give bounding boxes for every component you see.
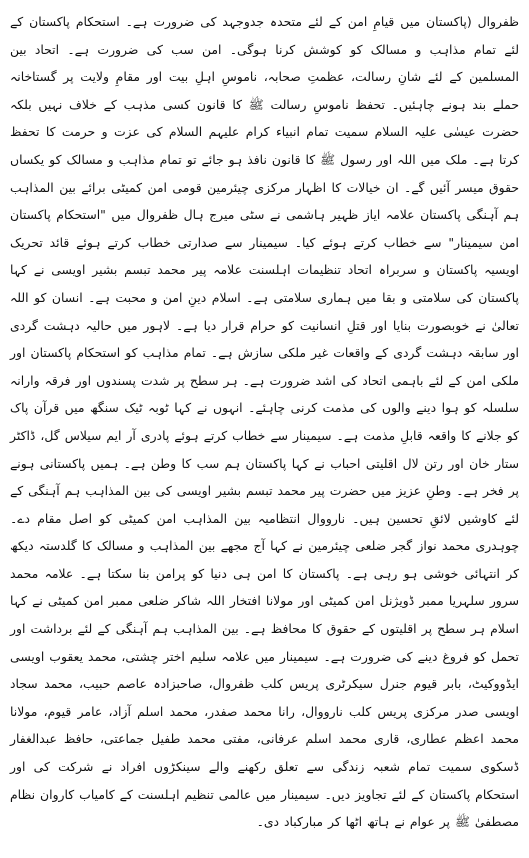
dateline: ظفروال ( bbox=[466, 14, 520, 29]
article-body: پاکستان میں قیامِ امن کے لئے متحدہ جدوجہد کی ضرورت ہے۔ استحکام پاکستان کے لئے تمام مذاہب و مسالک کو کوشش کرنا ہوگی۔ امن سب کی ضرورت ہے۔ اتحاد بین المسلمین کے لئے شانِ رسالت، عظمتِ صحابہ، ناموسِ اہلِ بیت اور مقامِ ولایت پر گستاخانہ حملے بند ہونے چاہئیں۔ تحفظ ناموسِ رسالت ﷺ کا قانون کسی مذہب کے خلاف نہیں بلکہ حضرت عیسٰی علیہ السلام سمیت تمام انبیاء کرام علیہم السلام کی عزت و حرمت کا تحفظ کرتا ہے۔ ملک میں اللہ اور رسول ﷺ کا قانون نافذ ہو جائے تو تمام مذاہب و مسالک کو یکساں حقوق میسر آئیں گے۔ ان خیالات کا اظہار مرکزی چیئرمین قومی امن کمیٹی برائے بین المذاہب ہم آہنگی پاکستان علامہ ایاز ظہیر ہاشمی نے سٹی میرج ہال ظفروال میں "استحکام پاکستان امن سیمینار" سے خطاب کرتے ہوئے کیا۔ سیمینار سے صدارتی خطاب کرتے ہوئے قائد تحریک اویسیہ پاکستان و سربراہ اتحاد تنظیمات اہلسنت علامہ پیر محمد تبسم بشیر اویسی نے کہا پاکستان کی سلامتی و بقا میں ہماری سلامتی ہے۔ اسلام دینِ امن و محبت ہے۔ انسان کو اللہ تعالیٰ نے خوبصورت بنایا اور قتلِ انسانیت کو حرام قرار دیا ہے۔ لاہور میں حالیہ دہشت گردی اور سابقہ دہشت گردی کے واقعات غیر ملکی سازش ہے۔ تمام مذاہب کو استحکام پاکستان اور ملکی امن کے لئے باہمی اتحاد کی اشد ضرورت ہے۔ ہر سطح پر شدت پسندوں اور فرقہ وارانہ سلسلہ کو ہوا دینے والوں کی مذمت کرنی چاہئے۔ انہوں نے کہا ٹوبہ ٹیک سنگھ میں قرآن پاک کو جلانے کا واقعہ قابلِ مذمت ہے۔ سیمینار سے خطاب کرتے ہوئے پادری آر ایم سیلاس گل، ڈاکٹر ستار خان اور رتن لال اقلیتی احباب نے کہا پاکستان ہم سب کا وطن ہے۔ ہمیں پاکستانی ہونے پر فخر ہے۔ وطنِ عزیز میں حضرت پیر محمد تبسم بشیر اویسی کی بین المذاہب ہم آہنگی کے لئے کاوشیں لائقِ تحسین ہیں۔ نارووال انتظامیہ بین المذاہب امن کمیٹی کو اصل مقام دے۔ چوہدری محمد نواز گجر ضلعی چیئرمین نے کہا آج مجھے بین المذاہب و مسالک کا گلدستہ دیکھ کر انتہائی خوشی ہو رہی ہے۔ پاکستان کا امن ہی دنیا کو پرامن بنا سکتا ہے۔ علامہ محمد سرور سلہریا ممبر ڈویژنل امن کمیٹی اور مولانا افتخار اللہ شاکر ضلعی ممبر امن کمیٹی نے کہا اسلام ہر سطح پر اقلیتوں کے حقوق کا محافظ ہے۔ بین المذاہب ہم آہنگی کے لئے برداشت اور تحمل کو فروغ دینے کی ضرورت ہے۔ سیمینار میں علامہ سلیم اختر چشتی، محمد یعقوب اویسی ایڈووکیٹ، بابر قیوم جنرل سیکرٹری پریس کلب ظفروال، صاحبزادہ عاصم حبیب، محمد سجاد اویسی صدر مرکزی پریس کلب نارووال، رانا محمد صفدر، محمد اسلم آزاد، عامر قیوم، مولانا محمد اعظم عطاری، قاری محمد اسلم عرفانی، مفتی محمد طفیل جماعتی، حافظ عبدالغفار ڈسکوی سمیت تمام شعبہ زندگی سے تعلق رکھنے والے سینکڑوں افراد نے شرکت کی اور استحکام پاکستان کے لئے تجاویز دیں۔ سیمینار میں عالمی تنظیم اہلسنت کے کامیاب کاروان نظام مصطفیٰ ﷺ پر عوام نے ہاتھ اٹھا کر مبارکباد دی۔ bbox=[10, 14, 519, 830]
article-text bbox=[10, 8, 519, 836]
